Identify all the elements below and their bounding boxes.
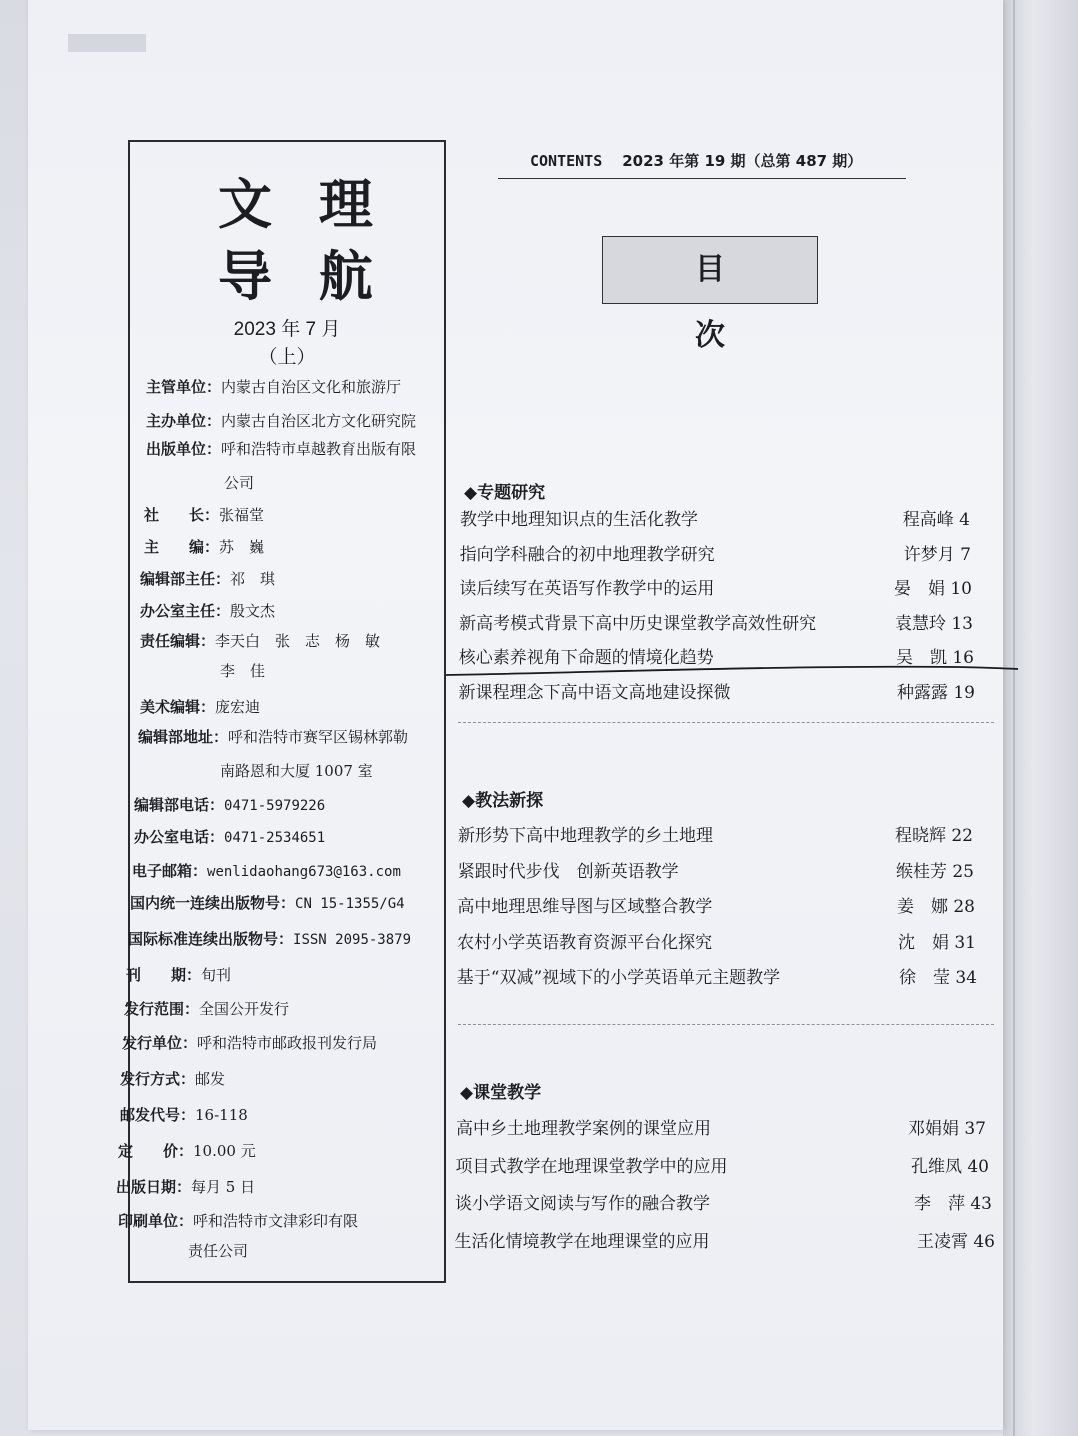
info-key: 邮发代号： — [120, 1106, 196, 1124]
toc-entry-author-page: 沈 娟 31 — [897, 933, 976, 953]
issue-line: 2023 年第 19 期（总第 487 期） — [622, 152, 863, 170]
header-rule — [498, 178, 906, 179]
section-title: ◆课堂教学 — [460, 1083, 542, 1103]
next-page-edge — [1003, 0, 1078, 1436]
info-row — [224, 472, 254, 493]
info-key: 发行范围： — [124, 1000, 200, 1018]
info-key: 发行单位： — [122, 1034, 198, 1052]
info-row — [120, 1104, 248, 1125]
info-row — [124, 998, 289, 1019]
info-key: 办公室电话： — [134, 828, 225, 846]
info-key: 编辑部电话： — [134, 796, 225, 814]
toc-entry-author-page: 李 萍 43 — [913, 1194, 992, 1214]
info-row — [144, 504, 264, 525]
page-tab-mark — [68, 34, 146, 52]
toc-entry-title: 新形势下高中地理教学的乡土地理 — [458, 826, 713, 846]
info-value: 庞宏迪 — [215, 698, 261, 716]
info-row — [140, 600, 275, 621]
toc-entry-title: 农村小学英语教育资源平台化探究 — [457, 933, 713, 953]
toc-entry-title: 高中地理思维导图与区域整合教学 — [457, 897, 713, 917]
info-value: 10.00 元 — [193, 1142, 256, 1160]
toc-entry-title: 读后续写在英语写作教学中的运用 — [459, 579, 715, 599]
toc-entry-author-page: 晏 娟 10 — [893, 579, 972, 599]
info-value: ISSN 2095-3879 — [293, 932, 412, 948]
toc-entry-title: 新高考模式背景下高中历史课堂教学高效性研究 — [459, 614, 817, 634]
info-row — [116, 1176, 255, 1197]
title-line-1: 文 理 — [218, 172, 387, 236]
info-key: 美术编辑： — [140, 698, 216, 716]
section-title: ◆教法新探 — [462, 791, 544, 811]
info-row — [118, 1140, 256, 1161]
mulu-box: 目次 — [602, 236, 818, 304]
toc-entry-title: 紧跟时代步伐 创新英语教学 — [457, 862, 679, 882]
toc-entry-author-page: 吴 凯 16 — [895, 648, 974, 668]
info-row — [132, 860, 401, 881]
info-row — [140, 696, 260, 717]
toc-entry-title: 教学中地理知识点的生活化教学 — [460, 510, 698, 530]
info-key: 责任编辑： — [140, 632, 216, 650]
publication-info — [116, 142, 444, 1281]
info-value: 李天白 张 志 杨 敏 — [215, 632, 381, 650]
info-key: 刊 期： — [126, 966, 202, 984]
info-key: 发行方式： — [120, 1070, 196, 1088]
info-row — [134, 794, 325, 815]
toc-entry-author-page: 缑桂芳 25 — [895, 862, 974, 882]
info-value: 0471-5979226 — [224, 798, 326, 814]
info-value: 公司 — [224, 474, 255, 492]
info-row — [146, 438, 416, 459]
toc-entry-author-page: 许梦月 7 — [903, 545, 971, 565]
toc-entry-author-page: 王凌霄 46 — [916, 1232, 995, 1252]
info-key: 国内统一连续出版物号： — [130, 894, 296, 912]
info-value: 呼和浩特市邮政报刊发行局 — [197, 1034, 378, 1052]
info-value: 邮发 — [195, 1070, 226, 1088]
toc-entry-title: 谈小学语文阅读与写作的融合教学 — [455, 1194, 710, 1214]
info-value: CN 15-1355/G4 — [295, 896, 405, 912]
section-divider — [458, 1024, 994, 1025]
info-key: 主 编： — [144, 538, 220, 556]
info-value: 李 佳 — [220, 662, 266, 680]
info-key: 办公室主任： — [140, 602, 231, 620]
info-row — [140, 630, 380, 651]
info-key: 电子邮箱： — [132, 862, 208, 880]
info-row — [118, 1210, 358, 1231]
info-row — [120, 1068, 225, 1089]
info-value: 内蒙古自治区北方文化研究院 — [221, 412, 417, 430]
info-key: 出版单位： — [146, 440, 222, 458]
toc-entry-author-page: 姜 娜 28 — [896, 897, 975, 917]
info-row — [188, 1240, 248, 1261]
masthead-box — [116, 140, 446, 1283]
info-value: 16-118 — [195, 1106, 248, 1124]
info-key: 主管单位： — [146, 378, 222, 396]
toc-entry-title: 高中乡土地理教学案例的课堂应用 — [456, 1119, 711, 1139]
section-title: ◆专题研究 — [464, 483, 546, 503]
info-value: 0471-2534651 — [224, 830, 326, 846]
toc-entry-author-page: 程晓辉 22 — [894, 826, 973, 846]
toc-entry-title: 核心素养视角下命题的情境化趋势 — [458, 648, 714, 668]
info-key: 编辑部主任： — [140, 570, 231, 588]
toc-entry-author-page: 邓娟娟 37 — [907, 1119, 986, 1139]
toc-entry-author-page: 种露露 19 — [896, 683, 975, 703]
contents-header — [530, 150, 862, 171]
info-key: 主办单位： — [146, 412, 222, 430]
contents-label: CONTENTS — [530, 152, 603, 170]
toc-entry-author-page: 袁慧玲 13 — [894, 614, 973, 634]
toc-entry-title: 基于“双减”视域下的小学英语单元主题教学 — [456, 968, 781, 988]
info-value: wenlidaohang673@163.com — [207, 864, 401, 880]
info-value: 全国公开发行 — [199, 1000, 290, 1018]
info-row — [220, 660, 265, 681]
info-row — [130, 892, 405, 913]
info-key: 印刷单位： — [118, 1212, 194, 1230]
toc-entry-title: 生活化情境教学在地理课堂的应用 — [454, 1232, 710, 1252]
info-row — [134, 826, 325, 847]
info-value: 苏 巍 — [219, 538, 265, 556]
info-value: 呼和浩特市卓越教育出版有限 — [221, 440, 417, 458]
info-row — [220, 760, 373, 781]
toc-entry-title: 新课程理念下高中语文高地建设探微 — [458, 683, 731, 703]
toc-entry-title: 项目式教学在地理课堂教学中的应用 — [455, 1157, 728, 1177]
info-value: 张福堂 — [219, 506, 265, 524]
masthead-date: 2023 年 7 月 — [233, 319, 341, 340]
info-value: 内蒙古自治区文化和旅游厅 — [221, 378, 402, 396]
info-row — [146, 410, 416, 431]
info-key: 社 长： — [144, 506, 220, 524]
title-line-2: 导 航 — [218, 244, 387, 308]
info-row — [146, 376, 401, 397]
info-key: 出版日期： — [116, 1178, 192, 1196]
toc-entry-title: 指向学科融合的初中地理教学研究 — [459, 545, 715, 565]
info-value: 祁 琪 — [230, 570, 276, 588]
info-row — [138, 726, 408, 747]
info-key: 编辑部地址： — [138, 728, 229, 746]
pen-underline — [446, 664, 1018, 678]
info-row — [126, 964, 231, 985]
toc-entry-author-page: 徐 莹 34 — [898, 968, 977, 988]
info-value: 呼和浩特市赛罕区锡林郭勒 — [228, 728, 409, 746]
info-row — [128, 928, 411, 949]
toc-entry-author-page: 程高峰 4 — [902, 510, 970, 530]
info-value: 旬刊 — [201, 966, 232, 984]
info-row — [140, 568, 275, 589]
section-divider — [458, 722, 994, 723]
info-value: 南路恩和大厦 1007 室 — [220, 762, 373, 780]
info-value: 殷文杰 — [230, 602, 276, 620]
info-key: 定 价： — [118, 1142, 194, 1160]
info-value: 每月 5 日 — [191, 1178, 256, 1196]
toc-entry-author-page: 孔维凤 40 — [910, 1157, 989, 1177]
info-value: 责任公司 — [188, 1242, 249, 1260]
info-row — [144, 536, 264, 557]
info-key: 国际标准连续出版物号： — [128, 930, 294, 948]
info-value: 呼和浩特市文津彩印有限 — [193, 1212, 359, 1230]
masthead-issue: （上） — [258, 347, 316, 368]
info-row — [122, 1032, 377, 1053]
